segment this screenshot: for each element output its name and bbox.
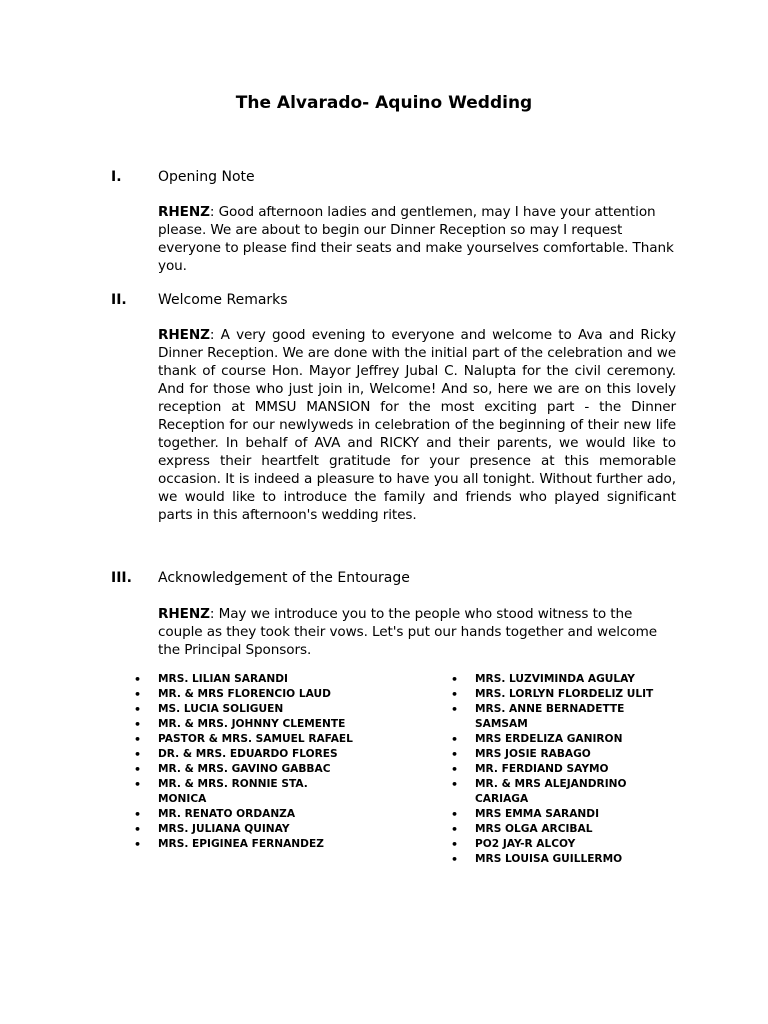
list-item: • MR. & MRS ALEJANDRINO CARIAGA	[451, 778, 627, 805]
list-item: • MRS. JULIANA QUINAY	[134, 823, 290, 836]
entourage-paragraph	[158, 605, 676, 659]
list-item: • PASTOR & MRS. SAMUEL RAFAEL	[134, 733, 353, 746]
bullet-icon: •	[134, 763, 142, 776]
section-heading: Acknowledgement of the Entourage	[158, 570, 410, 586]
bullet-icon: •	[134, 733, 142, 746]
bullet-icon: •	[134, 823, 142, 836]
speaker-name: RHENZ	[158, 606, 210, 622]
list-item: • PO2 JAY-R ALCOY	[451, 838, 576, 851]
principal-sponsors-list-right	[451, 672, 675, 867]
bullet-icon: •	[451, 823, 459, 836]
list-item: • MRS. ANNE BERNADETTE SAMSAM	[451, 703, 625, 730]
bullet-icon: •	[134, 838, 142, 851]
section-heading: Opening Note	[158, 169, 255, 185]
speaker-name: RHENZ	[158, 327, 210, 343]
list-item: • MRS ERDELIZA GANIRON	[451, 733, 623, 746]
section-numeral: III.	[111, 570, 132, 586]
list-item: • MR. & MRS. GAVINO GABBAC	[134, 763, 331, 776]
list-item: • MRS. EPIGINEA FERNANDEZ	[134, 838, 324, 851]
bullet-icon: •	[451, 808, 459, 821]
section-heading: Welcome Remarks	[158, 292, 288, 308]
paragraph-text: : Good afternoon ladies and gentlemen, may I have your attention please. We are about to begin our Dinner Reception so may I request everyone to please find their seats and make yourselves comfortable. Thank you.	[158, 204, 674, 274]
bullet-icon: •	[451, 778, 459, 791]
list-item: • MR. RENATO ORDANZA	[134, 808, 296, 821]
bullet-icon: •	[134, 718, 142, 731]
bullet-icon: •	[134, 673, 142, 686]
section-numeral: II.	[111, 292, 127, 308]
list-item: • MRS. LUZVIMINDA AGULAY	[451, 673, 635, 686]
bullet-icon: •	[134, 778, 142, 791]
list-item: • MR. FERDIAND SAYMO	[451, 763, 609, 776]
section-numeral: I.	[111, 169, 122, 185]
list-item: • MR. & MRS. JOHNNY CLEMENTE	[134, 718, 346, 731]
list-item: • MRS OLGA ARCIBAL	[451, 823, 593, 836]
list-item: • DR. & MRS. EDUARDO FLORES	[134, 748, 338, 761]
principal-sponsors-list-left	[134, 672, 358, 852]
bullet-icon: •	[134, 688, 142, 701]
bullet-icon: •	[134, 703, 142, 716]
paragraph-text: : May we introduce you to the people who stood witness to the couple as they took their vows. Let's put our hands together and welcome the Principal Sponsors.	[158, 606, 657, 658]
list-item: • MR. & MRS FLORENCIO LAUD	[134, 688, 331, 701]
bullet-icon: •	[134, 748, 142, 761]
bullet-icon: •	[134, 808, 142, 821]
list-item: • MR. & MRS. RONNIE STA. MONICA	[134, 778, 308, 805]
list-item: • MS. LUCIA SOLIGUEN	[134, 703, 284, 716]
bullet-icon: •	[451, 733, 459, 746]
list-item: • MRS. LORLYN FLORDELIZ ULIT	[451, 688, 654, 701]
list-item: • MRS LOUISA GUILLERMO	[451, 853, 623, 866]
paragraph-text: : A very good evening to everyone and welcome to Ava and Ricky Dinner Reception. We are done with the initial part of the celebration and we thank of course Hon. Mayor Jeffrey Jubal C. Nalupta for the civil ceremony. And for those who just join in, Welcome! And so, here we are on this lovely reception at MMSU MANSION for the most exciting part - the Dinner Reception for our newlyweds in celebration of the beginning of their new life together. In behalf of AVA and RICKY and their parents, we would like to express their heartfelt gratitude for your presence at this memorable occasion. It is indeed a pleasure to have you all tonight. Without further ado, we would like to introduce the family and friends who played significant parts in this afternoon's wedding rites.	[158, 327, 676, 523]
bullet-icon: •	[451, 763, 459, 776]
welcome-remarks-paragraph	[158, 326, 676, 524]
list-item: • MRS. LILIAN SARANDI	[134, 673, 288, 686]
bullet-icon: •	[451, 838, 459, 851]
bullet-icon: •	[451, 688, 459, 701]
bullet-icon: •	[451, 748, 459, 761]
bullet-icon: •	[451, 853, 459, 866]
list-item: • MRS EMMA SARANDI	[451, 808, 600, 821]
opening-note-paragraph	[158, 203, 676, 275]
page-title: The Alvarado- Aquino Wedding	[235, 93, 533, 113]
list-item: • MRS JOSIE RABAGO	[451, 748, 591, 761]
bullet-icon: •	[451, 673, 459, 686]
speaker-name: RHENZ	[158, 204, 210, 220]
bullet-icon: •	[451, 703, 459, 716]
